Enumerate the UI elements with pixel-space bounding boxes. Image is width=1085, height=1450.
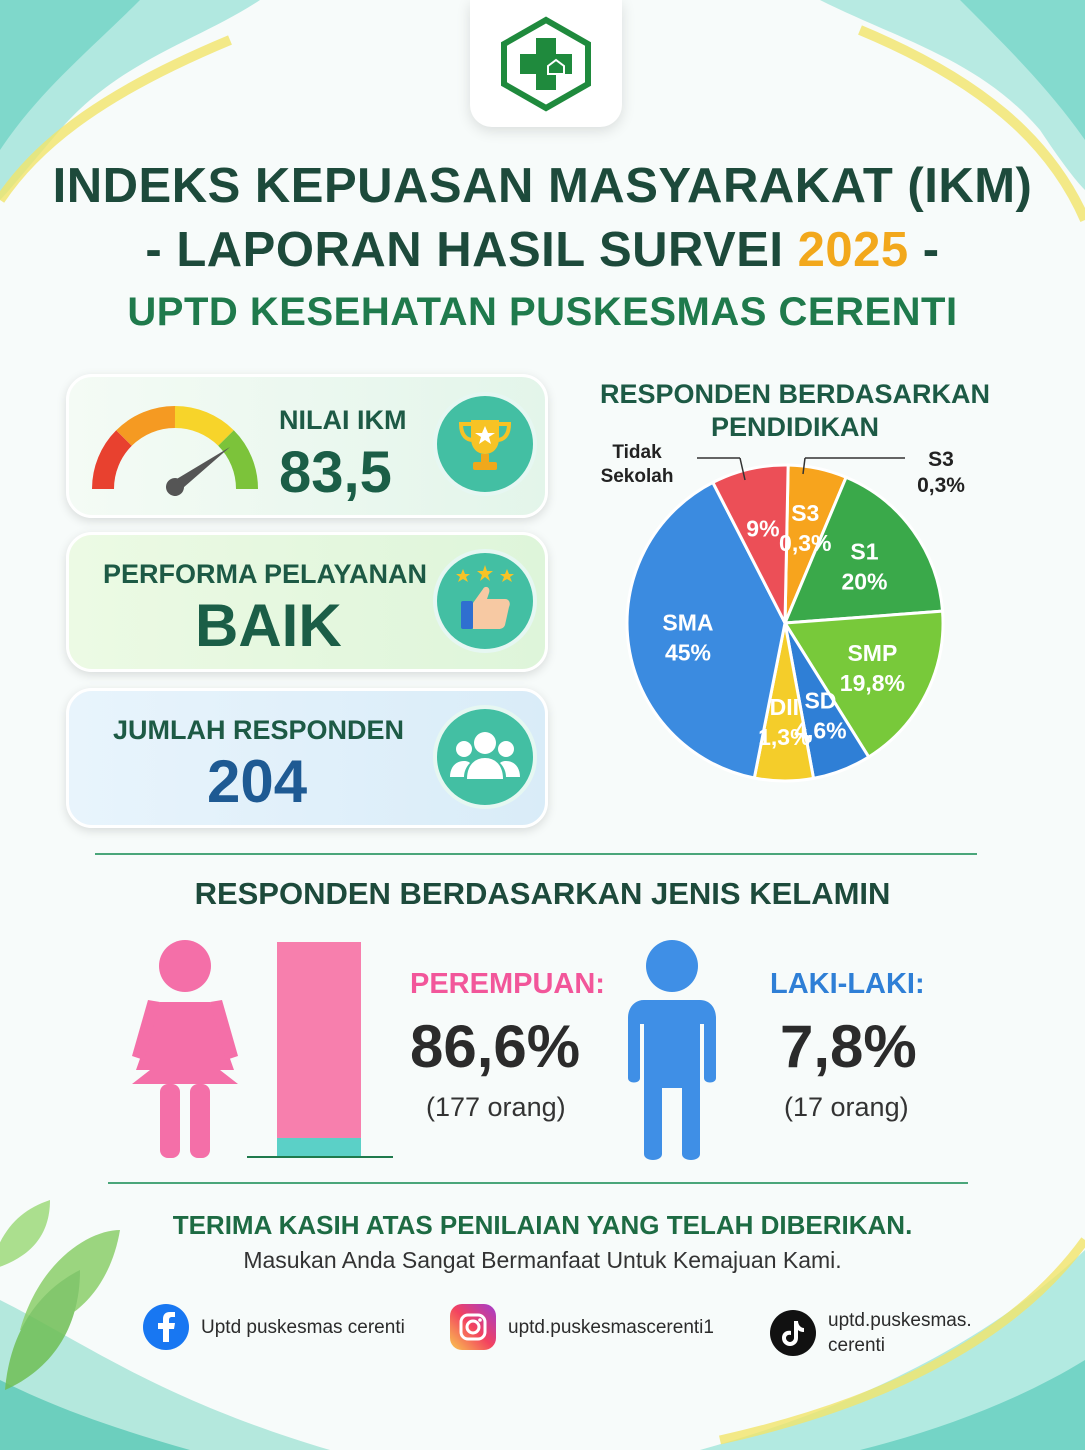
tiktok-handle: [828, 1308, 972, 1358]
s3-callout-value: 0,3%: [917, 474, 965, 497]
male-percentage: 7,8%: [780, 1013, 917, 1080]
ikm-value: 83,5: [279, 440, 392, 505]
section-divider-top: [95, 853, 977, 855]
thanks-subtitle: Masukan Anda Sangat Bermanfaat Untuk Kemajuan Kami.: [243, 1247, 842, 1273]
pie-label-dii-name: DII: [769, 693, 800, 720]
tiktok-handle-line1: uptd.puskesmas.: [828, 1310, 972, 1331]
instagram-icon: [450, 1304, 496, 1350]
performance-card: [66, 532, 548, 672]
main-title: INDEKS KEPUASAN MASYARAKAT (IKM): [52, 159, 1033, 213]
tiktok-icon: [770, 1310, 816, 1356]
report-title-suffix: -: [908, 223, 940, 277]
performance-label: PERFORMA PELAYANAN: [103, 559, 428, 589]
gender-section-title: RESPONDEN BERDASARKAN JENIS KELAMIN: [194, 876, 891, 911]
tidak-sekolah-callout-line1: Tidak: [612, 442, 662, 463]
education-chart-title: RESPONDEN BERDASARKAN PENDIDIKAN: [599, 379, 991, 442]
gender-bar-chart: [245, 938, 395, 1160]
trophy-icon: [453, 412, 517, 476]
pie-label-sd-name: SD: [804, 687, 837, 714]
thumbs-up-stars-icon: [449, 565, 521, 637]
organization-subtitle: UPTD KESEHATAN PUSKESMAS CERENTI: [127, 290, 958, 334]
pie-label-sd-value: 4,6%: [794, 717, 847, 744]
pie-label-tidak-sekolah-value: 9%: [746, 515, 780, 542]
pie-label-s3-name: S3: [791, 500, 820, 527]
people-badge: [433, 705, 537, 809]
section-divider-bottom: [108, 1182, 968, 1184]
report-year: 2025: [797, 223, 909, 277]
logo-card: [470, 0, 622, 127]
performance-value: BAIK: [195, 592, 342, 659]
ikm-score-card: [66, 374, 548, 518]
report-title-prefix: - LAPORAN HASIL SURVEI: [145, 223, 798, 277]
female-percentage: 86,6%: [410, 1013, 581, 1080]
respondents-card: [66, 688, 548, 828]
female-count: (177 orang): [426, 1092, 566, 1122]
pie-label-s3-value: 0,3%: [779, 530, 832, 557]
ikm-label: NILAI IKM: [279, 405, 407, 435]
pie-label-s1-name: S1: [850, 538, 879, 565]
thanks-message: TERIMA KASIH ATAS PENILAIAN YANG TELAH DIBERIKAN.: [172, 1210, 913, 1240]
respondents-value: 204: [207, 748, 308, 815]
bar-female: [277, 942, 361, 1138]
bar-male: [277, 1138, 361, 1156]
pie-label-smp-value: 19,8%: [839, 670, 906, 697]
female-figure-icon: [130, 938, 240, 1160]
female-label: PEREMPUAN:: [410, 968, 605, 1000]
tiktok-link[interactable]: [770, 1308, 972, 1358]
pie-label-sma-name: SMA: [662, 609, 714, 636]
instagram-handle: uptd.puskesmascerenti1: [508, 1316, 714, 1338]
facebook-link[interactable]: [143, 1304, 405, 1350]
thumbs-up-badge: [433, 549, 537, 653]
gauge-icon: [91, 399, 259, 499]
report-title: [0, 222, 1085, 278]
pie-label-dii-value: 1,3%: [758, 723, 811, 750]
puskesmas-logo: [498, 16, 594, 112]
pie-label-s1-value: 20%: [841, 568, 888, 595]
male-label: LAKI-LAKI:: [770, 968, 925, 1000]
pie-label-smp-name: SMP: [847, 640, 898, 667]
facebook-icon: [143, 1304, 189, 1350]
tiktok-handle-line2: cerenti: [828, 1335, 886, 1356]
instagram-link[interactable]: [450, 1304, 714, 1350]
s3-callout-label: S3: [928, 448, 954, 471]
education-pie-chart: [575, 440, 1005, 790]
respondents-label: JUMLAH RESPONDEN: [113, 715, 405, 745]
facebook-handle: Uptd puskesmas cerenti: [201, 1316, 405, 1338]
people-group-icon: [450, 727, 520, 787]
trophy-badge: [433, 392, 537, 496]
pie-label-sma-value: 45%: [664, 639, 712, 666]
male-figure-icon: [620, 938, 724, 1160]
male-count: (17 orang): [784, 1092, 909, 1122]
tidak-sekolah-callout-line2: Sekolah: [600, 466, 674, 487]
